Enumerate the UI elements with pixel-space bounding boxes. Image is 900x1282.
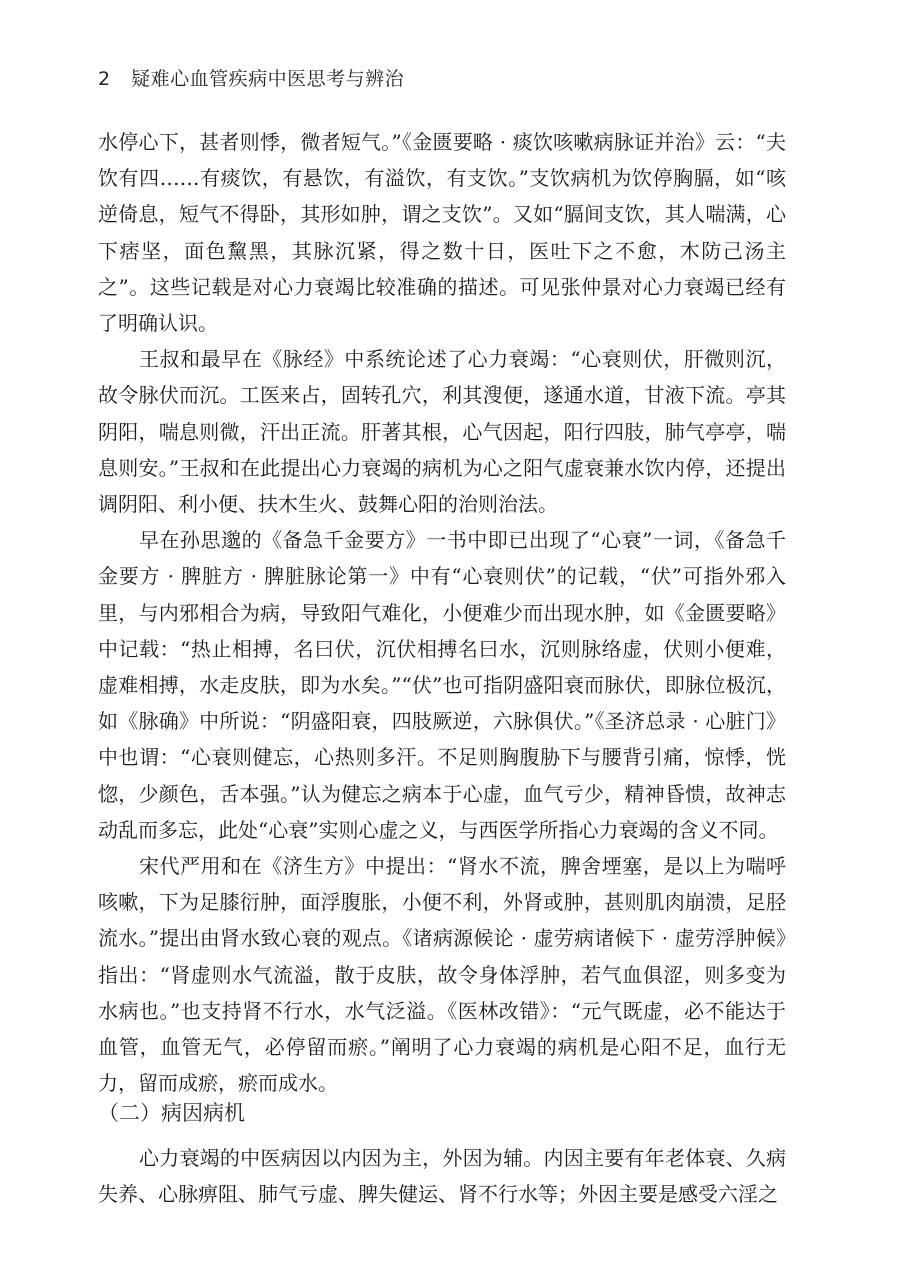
running-head [98,64,404,91]
book-title: 疑难心血管疾病中医思考与辨治 [131,68,405,90]
paragraph-wang-shuhe: 王叔和最早在《脉经》中系统论述了心力衰竭：“心衰则伏，肝微则沉，故令脉伏而沉。工医来占，固转孔穴，利其溲便，遂通水道，甘液下流。亭其阴阳，喘息则微，汗出正流。肝著其根，心气因起，阳行四肢，肺气亭亭，喘息则安。”王叔和在此提出心力衰竭的病机为心之阳气虚衰兼水饮内停，还提出调阴阳、利小便、扶木生火、鼓舞心阳的治则治法。 [98,347,786,517]
paragraph-etiology: 心力衰竭的中医病因以内因为主，外因为辅。内因主要有年老体衰、久病失养、心脉痹阻、肺气亏虚、脾失健运、肾不行水等；外因主要是感受六淫之 [98,1146,786,1207]
section-heading: （二）病因病机 [98,1101,245,1125]
paragraph-yan-yonghe: 宋代严用和在《济生方》中提出：“肾水不流，脾舍堙塞，是以上为喘呼咳嗽，下为足膝衍肿，面浮腹胀，小便不利，外肾或肿，甚则肌肉崩溃，足胫流水。”提出由肾水致心衰的观点。《诸病源候论 · 虚劳病诸候下 · 虚劳浮肿候》指出：“肾虚则水气流溢，散于皮肤，故令身体浮肿，若气血俱涩，则多变为水病也。”也支持肾不行水，水气泛溢。《医林改错》：“元气既虚，必不能达于血管，血管无气，必停留而瘀。”阐明了心力衰竭的病机是心阳不足，血行无力，留而成瘀，瘀而成水。 [98,854,786,1096]
paragraph-sun-simiao: 早在孙思邈的《备急千金要方》一书中即已出现了“心衰”一词，《备急千金要方 · 脾脏方 · 脾脏脉论第一》中有“心衰则伏”的记载，“伏”可指外邪入里，与内邪相合为病，导致阳气难化，小便难少而出现水肿，如《金匮要略》中记载：“热止相搏，名曰伏，沉伏相搏名曰水，沉则脉络虚，伏则小便难，虚难相搏，水走皮肤，即为水矣。”“伏”也可指阴盛阳衰而脉伏，即脉位极沉，如《脉确》中所说：“阴盛阳衰，四肢厥逆，六脉俱伏。”《圣济总录 · 心脏门》中也谓：“心衰则健忘，心热则多汗。不足则胸腹胁下与腰背引痛，惊悸，恍惚，少颜色，舌本强。”认为健忘之病本于心虚，血气亏少，精神昏愦，故神志动乱而多忘，此处“心衰”实则心虚之义，与西医学所指心力衰竭的含义不同。 [98,528,786,842]
section-body [98,1140,786,1212]
page-number: 2 [98,68,111,90]
body-text [98,124,786,1101]
paragraph-continued: 水停心下，甚者则悸，微者短气。”《金匮要略 · 痰饮咳嗽病脉证并治》云：“夫饮有四……有痰饮，有悬饮，有溢饮，有支饮。”支饮病机为饮停胸膈，如“咳逆倚息，短气不得卧，其形如肿，谓之支饮”。又如“膈间支饮，其人喘满，心下痞坚，面色黧黑，其脉沉紧，得之数十日，医吐下之不愈，木防己汤主之”。这些记载是对心力衰竭比较准确的描述。可见张仲景对心力衰竭已经有了明确认识。 [98,130,786,336]
